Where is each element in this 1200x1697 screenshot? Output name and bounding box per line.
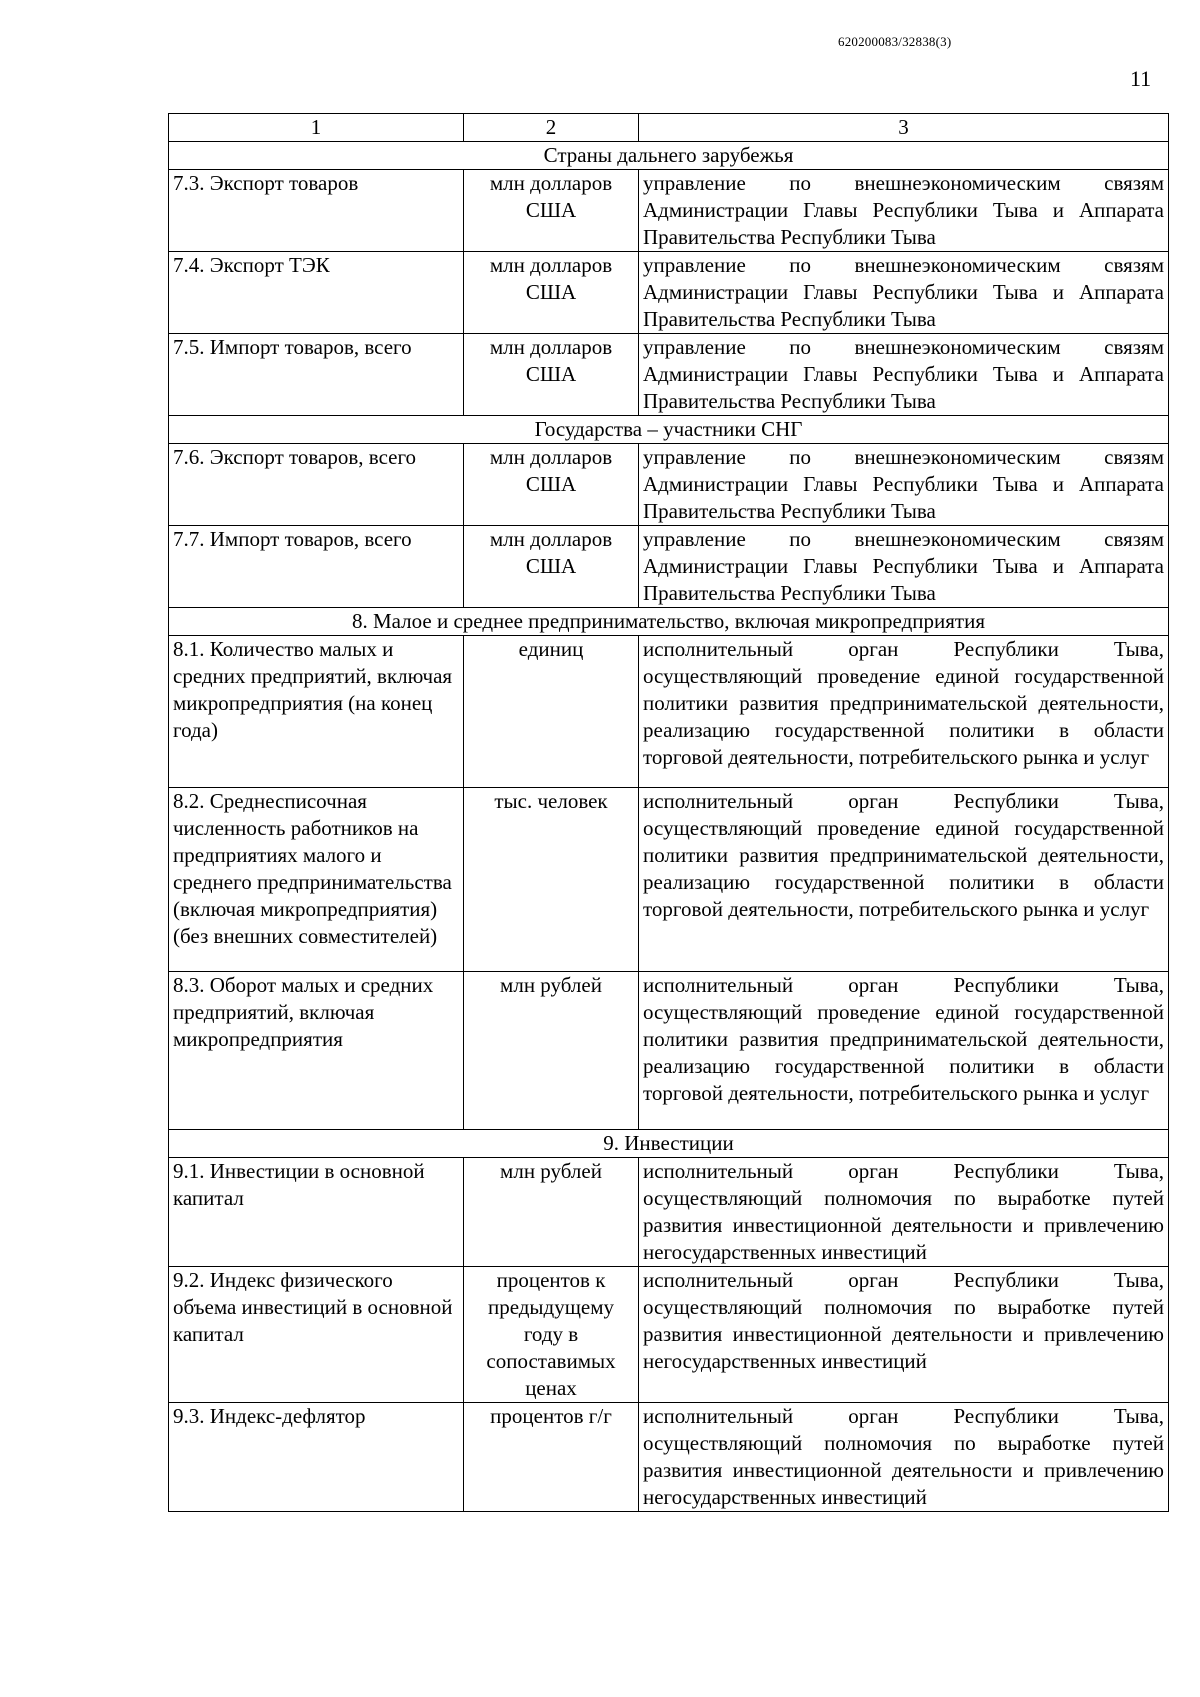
section-title: Государства – участники СНГ (169, 416, 1169, 444)
document-registration-code: 620200083/32838(3) (838, 34, 952, 49)
table-row (169, 526, 1169, 608)
unit-cell: единиц (464, 636, 639, 788)
page-number: 11 (1130, 66, 1152, 91)
section-title: 9. Инвестиции (169, 1130, 1169, 1158)
column-number-row (169, 114, 1169, 142)
unit-cell: млн долларов США (464, 334, 639, 416)
unit-cell: процентов г/г (464, 1403, 639, 1512)
table-row (169, 1403, 1169, 1512)
table-row (169, 252, 1169, 334)
section-header-row (169, 608, 1169, 636)
column-number-2: 2 (464, 114, 639, 142)
indicators-table (168, 113, 1169, 1512)
table-row (169, 334, 1169, 416)
indicator-cell: 9.2. Индекс физического объема инвестиций в основной капитал (169, 1267, 464, 1403)
indicator-cell: 7.5. Импорт товаров, всего (169, 334, 464, 416)
unit-cell: млн долларов США (464, 526, 639, 608)
unit-cell: млн рублей (464, 972, 639, 1130)
table-row (169, 972, 1169, 1130)
section-header-row (169, 416, 1169, 444)
column-number-3: 3 (639, 114, 1169, 142)
responsible-body-cell: управление по внешнеэкономическим связям Администрации Главы Республики Тыва и Аппарата Правительства Республики Тыва (639, 444, 1169, 526)
indicator-cell: 7.6. Экспорт товаров, всего (169, 444, 464, 526)
section-title: 8. Малое и среднее предпринимательство, включая микропредприятия (169, 608, 1169, 636)
indicator-cell: 7.7. Импорт товаров, всего (169, 526, 464, 608)
responsible-body-cell: исполнительный орган Республики Тыва, осуществляющий проведение единой государственной политики развития предпринимательской деятельности, реализацию государственной политики в области торговой деятельности, потребительского рынка и услуг (639, 972, 1169, 1130)
indicator-cell: 8.3. Оборот малых и средних предприятий, включая микропредприятия (169, 972, 464, 1130)
responsible-body-cell: управление по внешнеэкономическим связям Администрации Главы Республики Тыва и Аппарата Правительства Республики Тыва (639, 526, 1169, 608)
unit-cell: процентов к предыдущему году в сопоставимых ценах (464, 1267, 639, 1403)
responsible-body-cell: исполнительный орган Республики Тыва, осуществляющий полномочия по выработке путей развития инвестиционной деятельности и привлечению негосударственных инвестиций (639, 1267, 1169, 1403)
section-header-row (169, 1130, 1169, 1158)
unit-cell: млн долларов США (464, 252, 639, 334)
responsible-body-cell: управление по внешнеэкономическим связям Администрации Главы Республики Тыва и Аппарата Правительства Республики Тыва (639, 252, 1169, 334)
table-row (169, 636, 1169, 788)
indicator-cell: 7.4. Экспорт ТЭК (169, 252, 464, 334)
section-title: Страны дальнего зарубежья (169, 142, 1169, 170)
indicator-cell: 9.3. Индекс-дефлятор (169, 1403, 464, 1512)
responsible-body-cell: исполнительный орган Республики Тыва, осуществляющий полномочия по выработке путей развития инвестиционной деятельности и привлечению негосударственных инвестиций (639, 1403, 1169, 1512)
responsible-body-cell: исполнительный орган Республики Тыва, осуществляющий проведение единой государственной политики развития предпринимательской деятельности, реализацию государственной политики в области торговой деятельности, потребительского рынка и услуг (639, 636, 1169, 788)
column-number-1: 1 (169, 114, 464, 142)
table-row (169, 170, 1169, 252)
table-row (169, 788, 1169, 972)
unit-cell: тыс. человек (464, 788, 639, 972)
indicator-cell: 8.1. Количество малых и средних предприятий, включая микропредприятия (на конец года) (169, 636, 464, 788)
responsible-body-cell: исполнительный орган Республики Тыва, осуществляющий проведение единой государственной политики развития предпринимательской деятельности, реализацию государственной политики в области торговой деятельности, потребительского рынка и услуг (639, 788, 1169, 972)
table-row (169, 444, 1169, 526)
unit-cell: млн долларов США (464, 444, 639, 526)
table-body (169, 114, 1169, 1512)
unit-cell: млн рублей (464, 1158, 639, 1267)
responsible-body-cell: управление по внешнеэкономическим связям Администрации Главы Республики Тыва и Аппарата Правительства Республики Тыва (639, 334, 1169, 416)
table-row (169, 1158, 1169, 1267)
indicator-cell: 7.3. Экспорт товаров (169, 170, 464, 252)
unit-cell: млн долларов США (464, 170, 639, 252)
table-row (169, 1267, 1169, 1403)
indicator-cell: 9.1. Инвестиции в основной капитал (169, 1158, 464, 1267)
responsible-body-cell: управление по внешнеэкономическим связям Администрации Главы Республики Тыва и Аппарата Правительства Республики Тыва (639, 170, 1169, 252)
responsible-body-cell: исполнительный орган Республики Тыва, осуществляющий полномочия по выработке путей развития инвестиционной деятельности и привлечению негосударственных инвестиций (639, 1158, 1169, 1267)
indicator-cell: 8.2. Среднесписочная численность работников на предприятиях малого и среднего предпринимательства (включая микропредприятия) (без внешних совместителей) (169, 788, 464, 972)
section-header-row (169, 142, 1169, 170)
